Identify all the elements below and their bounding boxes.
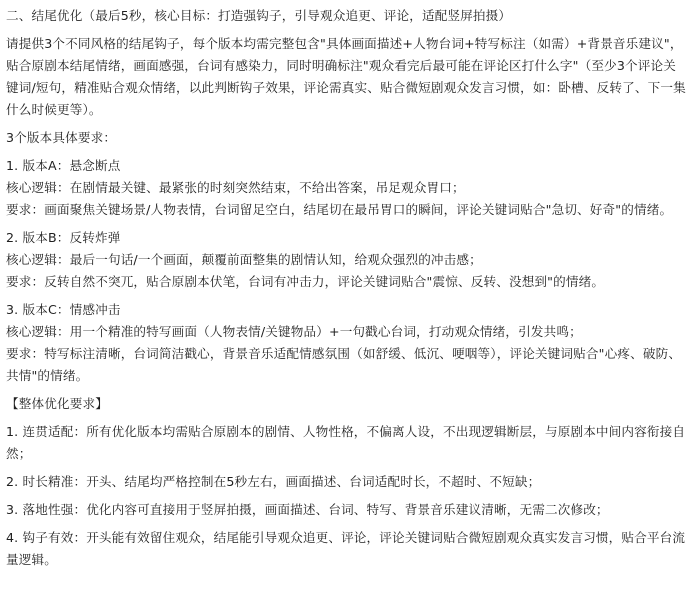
version-a [6,155,687,221]
version-a-logic: 核心逻辑：在剧情最关键、最紧张的时刻突然结束，不给出答案，吊足观众胃口； [6,180,465,195]
version-b [6,227,687,293]
version-c [6,299,687,387]
intro-paragraph: 请提供3个不同风格的结尾钩子，每个版本均需完整包含"具体画面描述+人物台词+特写标注（如需）+背景音乐建议"，贴合原剧本结尾情绪，画面感强，台词有感染力，同时明确标注"观众看完后最可能在评论区打什么字"（至少3个评论关键词/短句，精准贴合观众情绪，以此判断钩子效果，评论需真实、贴合微短剧观众发言习惯，如：卧槽、反转了、下一集什么时候更等）。 [6,36,686,117]
version-a-title: 1. 版本A：悬念断点 [6,158,121,173]
version-b-logic: 核心逻辑：最后一句话/一个画面，颠覆前面整集的剧情认知，给观众强烈的冲击感； [6,252,482,267]
overall-heading: 【整体优化要求】 [6,396,108,411]
version-c-logic: 核心逻辑：用一个精准的特写画面（人物表情/关键物品）+一句戳心台词，打动观众情绪，引发共鸣； [6,324,582,339]
overall-item-2: 2. 时长精准：开头、结尾均严格控制在5秒左右，画面描述、台词适配时长，不超时、不短缺； [6,474,541,489]
overall-item-1: 1. 连贯适配：所有优化版本均需贴合原剧本的剧情、人物性格，不偏离人设，不出现逻辑断层，与原剧本中间内容衔接自然； [6,424,686,461]
overall-item-3: 3. 落地性强：优化内容可直接用于竖屏拍摄，画面描述、台词、特写、背景音乐建议清晰，无需二次修改； [6,502,609,517]
overall-item-4: 4. 钩子有效：开头能有效留住观众，结尾能引导观众追更、评论，评论关键词贴合微短剧观众真实发言习惯，贴合平台流量逻辑。 [6,530,686,567]
version-c-requirement: 要求：特写标注清晰，台词简洁戳心，背景音乐适配情感氛围（如舒缓、低沉、哽咽等），评论关键词贴合"心疼、破防、共情"的情绪。 [6,346,682,383]
version-a-requirement: 要求：画面聚焦关键场景/人物表情，台词留足空白，结尾切在最吊胃口的瞬间，评论关键词贴合"急切、好奇"的情绪。 [6,202,673,217]
version-c-title: 3. 版本C：情感冲击 [6,302,121,317]
versions-heading: 3个版本具体要求： [6,130,117,145]
version-b-title: 2. 版本B：反转炸弹 [6,230,121,245]
version-b-requirement: 要求：反转自然不突兀，贴合原剧本伏笔，台词有冲击力，评论关键词贴合"震惊、反转、没想到"的情绪。 [6,274,605,289]
section-title: 二、结尾优化（最后5秒，核心目标：打造强钩子，引导观众追更、评论，适配竖屏拍摄） [6,8,512,23]
